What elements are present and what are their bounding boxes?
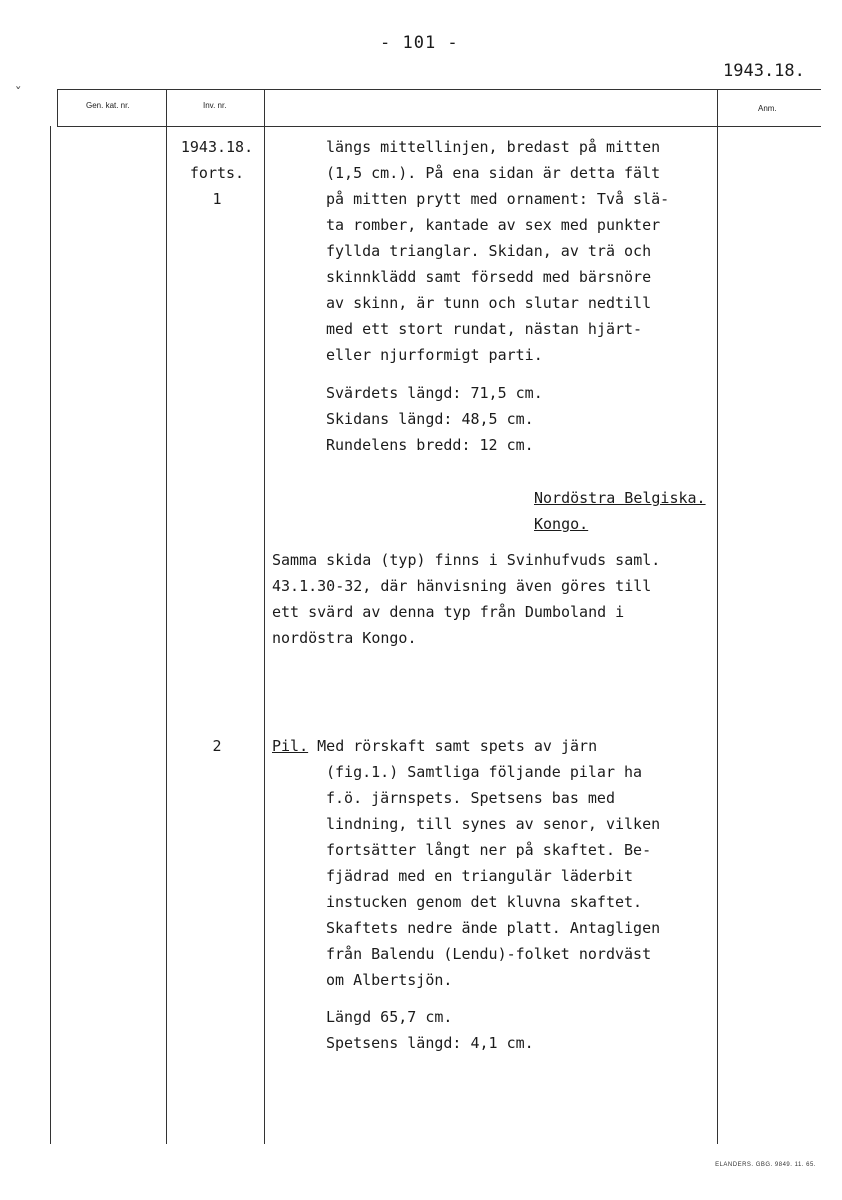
note-line: Samma skida (typ) finns i Svinhufvuds saml. xyxy=(272,551,661,569)
measurement-line: Skidans längd: 48,5 cm. xyxy=(326,410,534,428)
provenance-line: Kongo. xyxy=(534,515,589,533)
description-line: Med rörskaft samt spets av järn xyxy=(308,737,598,755)
description-line: instucken genom det kluvna skaftet. xyxy=(326,893,643,911)
inv-number: 1943.18. xyxy=(180,138,254,156)
measurement-line: Svärdets längd: 71,5 cm. xyxy=(326,384,543,402)
description-line: lindning, till synes av senor, vilken xyxy=(326,815,661,833)
inv-item-number: 1 xyxy=(212,190,222,208)
note-line: 43.1.30-32, där hänvisning även göres till xyxy=(272,577,652,595)
description-line: fortsätter långt ner på skaftet. Be- xyxy=(326,841,652,859)
description-line: från Balendu (Lendu)-folket nordväst xyxy=(326,945,652,963)
measurement-line: Längd 65,7 cm. xyxy=(326,1008,453,1026)
column-head-inv-nr: Inv. nr. xyxy=(203,101,227,110)
description-line: (fig.1.) Samtliga följande pilar ha xyxy=(326,763,643,781)
column-head-anm: Anm. xyxy=(758,104,777,113)
measurement-line: Spetsens längd: 4,1 cm. xyxy=(326,1034,534,1052)
description-line: om Albertsjön. xyxy=(326,971,453,989)
note-line: nordöstra Kongo. xyxy=(272,629,417,647)
note-line: ett svärd av denna typ från Dumboland i xyxy=(272,603,625,621)
provenance-line: Nordöstra Belgiska. xyxy=(534,489,706,507)
column-divider-2 xyxy=(166,89,167,1144)
header-rule xyxy=(57,126,821,127)
column-head-gen-kat-nr: Gen. kat. nr. xyxy=(86,101,130,110)
description-line: Skaftets nedre ände platt. Antagligen xyxy=(326,919,661,937)
description-line: av skinn, är tunn och slutar nedtill xyxy=(326,294,652,312)
description-line: skinnklädd samt försedd med bärsnöre xyxy=(326,268,652,286)
description-line: eller njurformigt parti. xyxy=(326,346,543,364)
top-rule xyxy=(57,89,821,90)
description-line: fjädrad med en triangulär läderbit xyxy=(326,867,634,885)
column-divider-4 xyxy=(717,89,718,1144)
left-border xyxy=(57,89,58,127)
printer-mark: ELANDERS. GBG. 9849. 11. 65. xyxy=(715,1162,816,1168)
description-line: (1,5 cm.). På ena sidan är detta fält xyxy=(326,164,661,182)
description-line: f.ö. järnspets. Spetsens bas med xyxy=(326,789,615,807)
measurement-line: Rundelens bredd: 12 cm. xyxy=(326,436,534,454)
entry-first-line xyxy=(272,733,597,759)
margin-mark: ˇ xyxy=(14,86,23,102)
description-line: ta romber, kantade av sex med punkter xyxy=(326,216,661,234)
page-number: - 101 - xyxy=(380,33,459,53)
catalog-code: 1943.18. xyxy=(723,61,805,81)
inv-item-number: 2 xyxy=(212,737,222,755)
column-divider-3 xyxy=(264,89,265,1144)
column-divider-1 xyxy=(50,126,51,1144)
description-line: längs mittellinjen, bredast på mitten xyxy=(326,138,661,156)
entry-title: Pil. xyxy=(272,737,309,755)
description-line: på mitten prytt med ornament: Två slä- xyxy=(326,190,670,208)
inv-continued: forts. xyxy=(189,164,245,182)
description-line: fyllda trianglar. Skidan, av trä och xyxy=(326,242,652,260)
description-line: med ett stort rundat, nästan hjärt- xyxy=(326,320,643,338)
